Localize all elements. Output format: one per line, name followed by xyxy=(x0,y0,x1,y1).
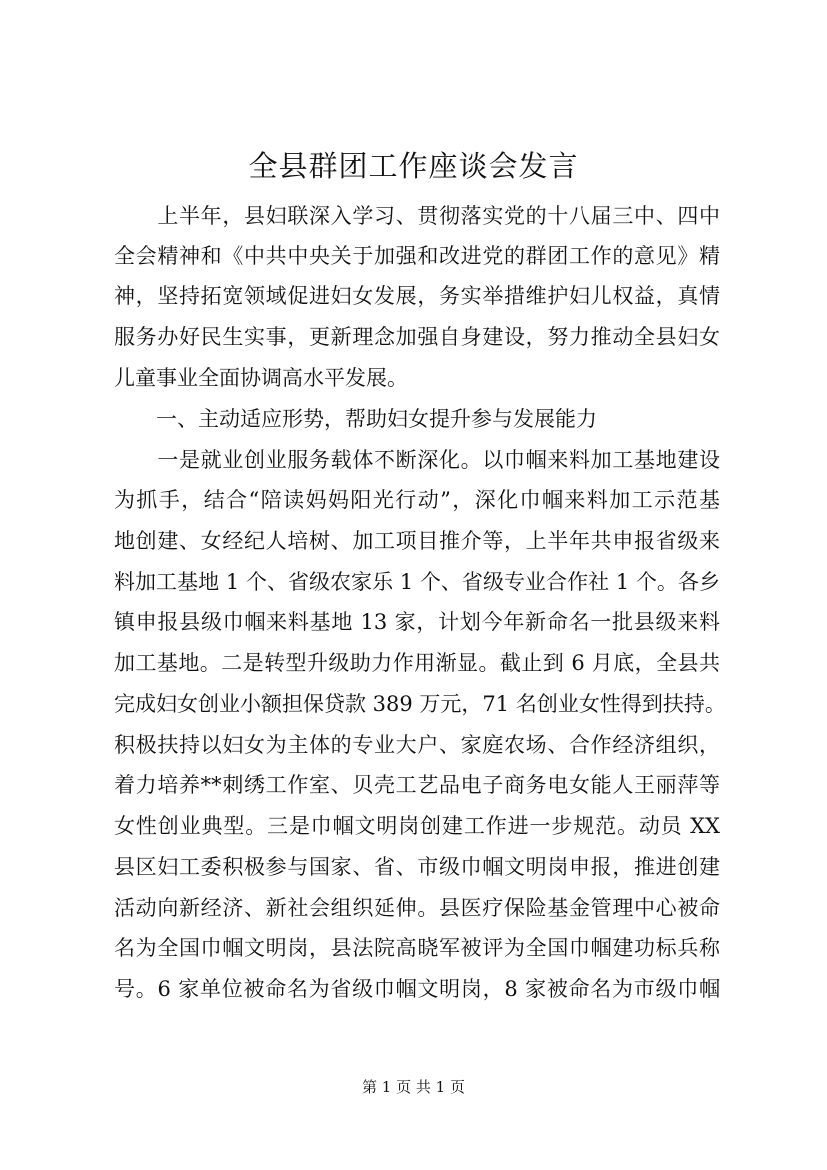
section-heading: 一、主动适应形势，帮助妇女提升参与发展能力 xyxy=(114,407,597,431)
body-line: 神，坚持拓宽领域促进妇女发展，务实举措维护妇儿权益，真情 xyxy=(114,284,720,308)
body-line: 着力培养**刺绣工作室、贝壳工艺品电子商务电女能人王丽萍等 xyxy=(114,773,720,797)
body-line: 全会精神和《中共中央关于加强和改进党的群团工作的意见》精 xyxy=(114,244,720,268)
body-line: 一是就业创业服务载体不断深化。以巾帼来料加工基地建设 xyxy=(114,448,720,472)
page-footer: 第 1 页 共 1 页 xyxy=(362,1078,465,1096)
body-line: 为抓手，结合“陪读妈妈阳光行动”，深化巾帼来料加工示范基 xyxy=(114,488,720,512)
body-line: 积极扶持以妇女为主体的专业大户、家庭农场、合作经济组织， xyxy=(114,733,720,757)
body-line: 名为全国巾帼文明岗，县法院高晓军被评为全国巾帼建功标兵称 xyxy=(114,936,720,960)
body-line: 上半年，县妇联深入学习、贯彻落实党的十八届三中、四中 xyxy=(114,204,720,228)
body-line: 镇申报县级巾帼来料基地 13 家，计划今年新命名一批县级来料 xyxy=(114,610,720,634)
body-line: 儿童事业全面协调高水平发展。 xyxy=(114,366,408,390)
document-title: 全县群团工作座谈会发言 xyxy=(248,149,579,183)
body-line: 料加工基地 1 个、省级农家乐 1 个、省级专业合作社 1 个。各乡 xyxy=(114,570,720,594)
body-line: 女性创业典型。三是巾帼文明岗创建工作进一步规范。动员 XX xyxy=(114,814,720,838)
body-line: 地创建、女经纪人培树、加工项目推介等，上半年共申报省级来 xyxy=(114,529,720,553)
body-line: 加工基地。二是转型升级助力作用渐显。截止到 6 月底，全县共 xyxy=(114,651,720,675)
body-line: 号。6 家单位被命名为省级巾帼文明岗，8 家被命名为市级巾帼 xyxy=(114,977,720,1001)
body-line: 县区妇工委积极参与国家、省、市级巾帼文明岗申报，推进创建 xyxy=(114,855,720,879)
body-line: 完成妇女创业小额担保贷款 389 万元，71 名创业女性得到扶持。 xyxy=(114,692,726,716)
body-line: 活动向新经济、新社会组织延伸。县医疗保险基金管理中心被命 xyxy=(114,896,720,920)
body-line: 服务办好民生实事，更新理念加强自身建设，努力推动全县妇女 xyxy=(114,325,720,349)
